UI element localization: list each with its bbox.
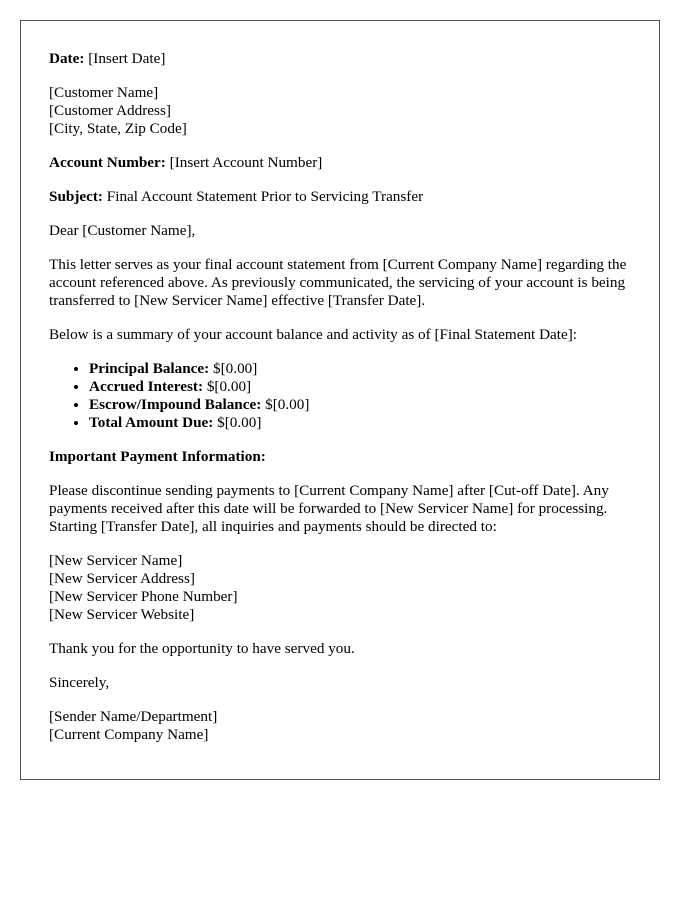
escrow-balance-label: Escrow/Impound Balance: <box>89 396 262 413</box>
date-label: Date: <box>49 50 85 67</box>
sender-block <box>49 708 631 744</box>
new-servicer-website: [New Servicer Website] <box>49 606 195 623</box>
list-item-escrow-balance <box>89 396 631 414</box>
list-item-accrued-interest <box>89 378 631 396</box>
recipient-block <box>49 84 631 138</box>
account-number-line <box>49 154 631 172</box>
sender-company: [Current Company Name] <box>49 726 209 743</box>
closing-line: Sincerely, <box>49 674 110 691</box>
accrued-interest-value: $[0.00] <box>206 378 252 395</box>
total-amount-due-value: $[0.00] <box>217 414 262 431</box>
balance-summary-list <box>49 360 631 432</box>
escrow-balance-value: $[0.00] <box>265 396 310 413</box>
date-line <box>49 50 631 68</box>
date-value: [Insert Date] <box>88 50 166 67</box>
new-servicer-address: [New Servicer Address] <box>49 570 195 587</box>
thank-you-line: Thank you for the opportunity to have served you. <box>49 640 355 657</box>
new-servicer-block <box>49 552 631 624</box>
subject-value: Final Account Statement Prior to Servicing Transfer <box>106 188 424 205</box>
letter-document <box>20 20 660 780</box>
summary-intro: Below is a summary of your account balance and activity as of [Final Statement Date]: <box>49 326 578 343</box>
recipient-name: [Customer Name] <box>49 84 159 101</box>
sender-name: [Sender Name/Department] <box>49 708 218 725</box>
payment-info-heading: Important Payment Information: <box>49 448 266 465</box>
new-servicer-name: [New Servicer Name] <box>49 552 183 569</box>
subject-line <box>49 188 631 206</box>
salutation: Dear [Customer Name], <box>49 222 196 239</box>
subject-label: Subject: <box>49 188 103 205</box>
new-servicer-phone: [New Servicer Phone Number] <box>49 588 238 605</box>
accrued-interest-label: Accrued Interest: <box>89 378 204 395</box>
payment-info-paragraph: Please discontinue sending payments to [Current Company Name] after [Cut-off Date]. Any payments received after this date will be forwarded to [New Servicer Name] for processing. Starting [Transfer Date], all inquiries and payments should be directed to: <box>49 482 609 535</box>
list-item-principal-balance <box>89 360 631 378</box>
list-item-total-amount-due <box>89 414 631 432</box>
recipient-address: [Customer Address] <box>49 102 171 119</box>
principal-balance-label: Principal Balance: <box>89 360 210 377</box>
intro-paragraph: This letter serves as your final account statement from [Current Company Name] regarding the account referenced above. As previously communicated, the servicing of your account is being transferred to [New Servicer Name] effective [Transfer Date]. <box>49 256 627 309</box>
total-amount-due-label: Total Amount Due: <box>89 414 214 431</box>
principal-balance-value: $[0.00] <box>213 360 258 377</box>
recipient-city-state-zip: [City, State, Zip Code] <box>49 120 187 137</box>
account-number-label: Account Number: <box>49 154 166 171</box>
account-number-value: [Insert Account Number] <box>169 154 323 171</box>
